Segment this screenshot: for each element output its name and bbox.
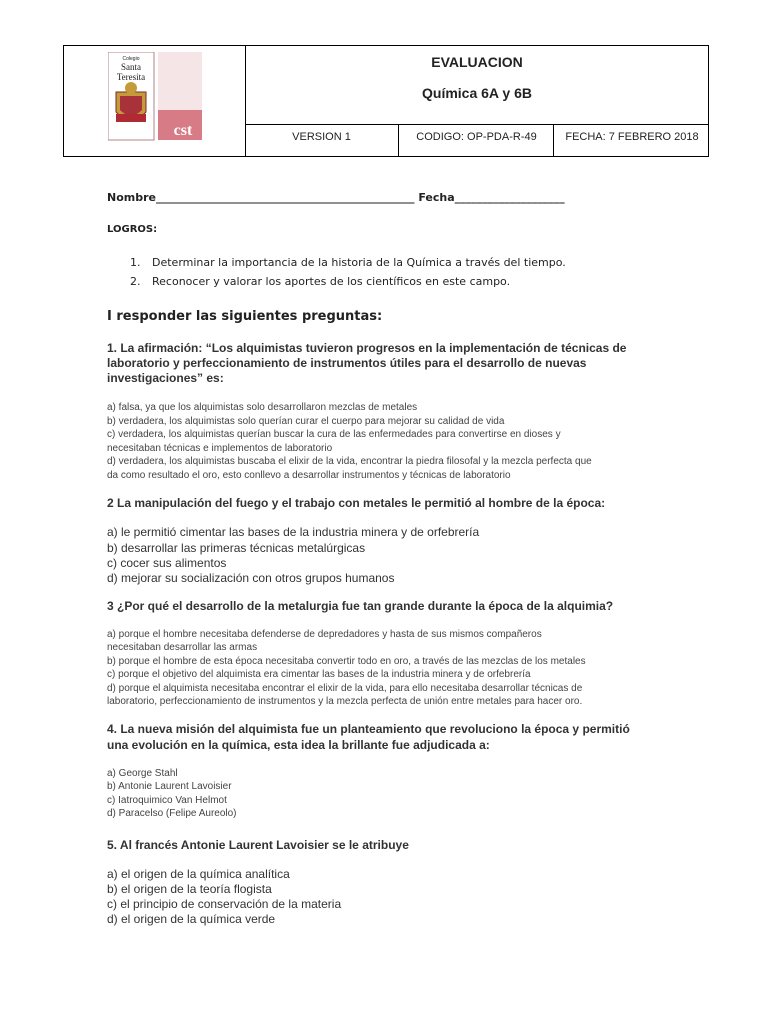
question-5-option: d) el origen de la química verde [107, 912, 276, 926]
question-4-option: d) Paracelso (Felipe Aureolo) [107, 808, 237, 819]
question-1-option: d) verdadera, los alquimistas buscaba el elixir de la vida, encontrar la piedra filosofal y la mezcla perfecta que [107, 456, 592, 467]
school-name-line2: Teresita [116, 72, 146, 82]
question-3-option: laboratorio, perfeccionamiento de instrumentos y la mezcla perfecta de unión entre metales para hacer oro. [107, 696, 583, 707]
question-4-line-2: una evolución en la química, esta idea la brillante fue adjudicada a: [107, 738, 490, 752]
logro-item-1: Determinar la importancia de la historia de la Química a través del tiempo. [152, 256, 566, 269]
question-4-line-1: 4. La nueva misión del alquimista fue un planteamiento que revoluciono la época y permitió [107, 722, 630, 736]
question-1-option: necesitaban técnicas e implementos de laboratorio [107, 443, 333, 454]
question-1-option: b) verdadera, los alquimistas solo querían curar el cuerpo para mejorar su calidad de vida [107, 416, 505, 427]
question-1-option: a) falsa, ya que los alquimistas solo desarrollaron mezclas de metales [107, 402, 418, 413]
logro-item-2: Reconocer y valorar los aportes de los científicos en este campo. [152, 275, 511, 288]
question-4-option: a) George Stahl [107, 768, 178, 779]
svg-text:cst: cst [173, 122, 193, 139]
question-2-option: a) le permitió cimentar las bases de la industria minera y de orfebrería [107, 525, 480, 539]
question-5-line-1: 5. Al francés Antonie Laurent Lavoisier se le atribuye [107, 838, 409, 852]
question-1-line-3: investigaciones” es: [107, 371, 224, 385]
document-title: EVALUACION [431, 54, 523, 70]
question-2-option: c) cocer sus alimentos [107, 556, 227, 570]
document-subtitle: Química 6A y 6B [422, 85, 532, 101]
question-5-option: c) el principio de conservación de la materia [107, 897, 342, 911]
question-1-line-1: 1. La afirmación: “Los alquimistas tuvieron progresos en la implementación de técnicas de [107, 341, 627, 355]
header-info-row [245, 124, 709, 157]
question-1-option: c) verdadera, los alquimistas querían buscar la cura de las enfermedades para convertirse en dioses y [107, 429, 561, 440]
version-cell: VERSION 1 [292, 131, 351, 143]
question-3-option: necesitaban desarrollar las armas [107, 642, 258, 653]
question-3-option: b) porque el hombre de esta época necesitaba convertir todo en oro, a través de las mezclas de los metales [107, 656, 586, 667]
question-3-option: a) porque el hombre necesitaba defenderse de depredadores y hasta de sus mismos compañeros [107, 629, 542, 640]
school-small-label: Colegio [122, 56, 140, 62]
question-2-option: d) mejorar su socialización con otros grupos humanos [107, 571, 395, 585]
header-table [63, 45, 709, 157]
section-title: I responder las siguientes preguntas: [107, 309, 383, 324]
logro-number-2: 2. [130, 275, 141, 288]
date-cell: FECHA: 7 FEBRERO 2018 [553, 125, 710, 156]
name-date-line: Nombre_______________________________________________ Fecha____________________ [107, 191, 565, 204]
question-3-option: c) porque el objetivo del alquimista era cimentar las bases de la industria minera y de orfebrería [107, 669, 531, 680]
question-4-option: c) Iatroquimico Van Helmot [107, 795, 227, 806]
question-2-line-1: 2 La manipulación del fuego y el trabajo con metales le permitió al hombre de la época: [107, 496, 606, 510]
logo-cell [64, 46, 246, 156]
logro-number-1: 1. [130, 256, 141, 269]
question-3-option: d) porque el alquimista necesitaba encontrar el elixir de la vida, para ello necesitaba desarrollar técnicas de [107, 683, 583, 694]
code-cell: CODIGO: OP-PDA-R-49 [398, 125, 554, 156]
question-1-line-2: laboratorio y perfeccionamiento de instrumentos útiles para el desarrollo de nuevas [107, 356, 587, 370]
question-2-option: b) desarrollar las primeras técnicas metalúrgicas [107, 541, 366, 555]
question-5-option: a) el origen de la química analítica [107, 867, 290, 881]
logros-heading: LOGROS: [107, 224, 158, 235]
school-name-line1: Santa [121, 62, 141, 72]
question-1-option: da como resultado el oro, esto conllevo a desarrollar instrumentos y técnicas de laboratorio [107, 470, 511, 481]
question-5-option: b) el origen de la teoría flogista [107, 882, 272, 896]
question-4-option: b) Antonie Laurent Lavoisier [107, 781, 232, 792]
question-3-line-1: 3 ¿Por qué el desarrollo de la metalurgia fue tan grande durante la época de la alquimia? [107, 599, 614, 613]
